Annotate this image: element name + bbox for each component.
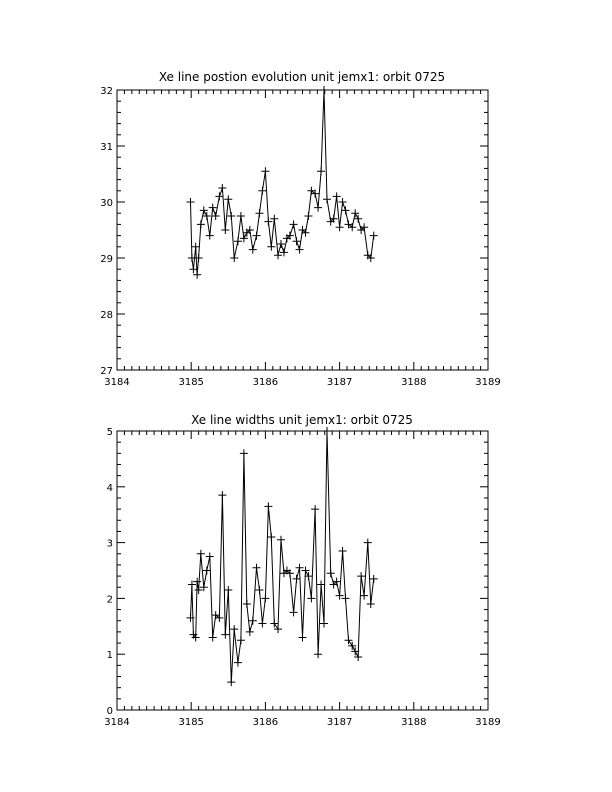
position-data-point — [261, 167, 269, 175]
position-data-point — [277, 240, 285, 248]
position-data-point — [317, 167, 325, 175]
widths-data-point — [320, 620, 328, 628]
widths-data-point — [364, 539, 372, 547]
x-tick-label: 3188 — [401, 717, 427, 728]
position-data-point — [209, 204, 217, 212]
position-data-point — [323, 195, 331, 203]
position-data-point — [314, 204, 322, 212]
position-plot — [100, 86, 500, 388]
widths-data-point — [224, 586, 232, 594]
x-tick-label: 3186 — [252, 717, 279, 728]
y-tick-label: 31 — [100, 142, 113, 153]
x-tick-label: 3185 — [178, 717, 204, 728]
widths-data-point — [237, 636, 245, 644]
widths-data-point — [357, 572, 365, 580]
position-data-point — [237, 212, 245, 220]
position-data-point — [193, 271, 201, 279]
position-data-point — [320, 86, 328, 94]
x-tick-label: 3187 — [326, 717, 353, 728]
widths-data-point — [246, 628, 254, 636]
widths-data-point — [261, 594, 269, 602]
x-tick-label: 3186 — [252, 377, 279, 388]
position-data-point — [339, 198, 347, 206]
x-tick-label: 3189 — [475, 717, 501, 728]
position-data-point — [336, 223, 344, 231]
widths-data-point — [327, 569, 335, 577]
widths-data-point — [323, 427, 331, 435]
widths-data-point — [317, 580, 325, 588]
widths-data-point — [311, 505, 319, 513]
position-data-point — [230, 254, 238, 262]
widths-data-point — [299, 633, 307, 641]
widths-data-point — [218, 491, 226, 499]
widths-data-point — [314, 650, 322, 658]
widths-data-point — [360, 592, 368, 600]
y-tick-label: 3 — [106, 538, 113, 550]
position-data-point — [290, 220, 298, 228]
widths-data-point — [290, 608, 298, 616]
widths-plot — [104, 427, 500, 728]
position-data-point — [227, 212, 235, 220]
position-data-point — [224, 195, 232, 203]
position-data-point — [221, 226, 229, 234]
position-series-line — [191, 90, 374, 275]
position-data-point — [255, 209, 263, 217]
position-data-point — [304, 212, 312, 220]
widths-data-point — [258, 620, 266, 628]
x-tick-label: 3184 — [104, 717, 130, 728]
widths-data-point — [227, 678, 235, 686]
y-tick-label: 2 — [106, 594, 113, 606]
widths-data-point — [197, 550, 205, 558]
position-data-point — [252, 232, 260, 240]
widths-data-point — [230, 625, 238, 633]
position-data-point — [258, 187, 266, 195]
widths-data-point — [203, 567, 211, 575]
widths-data-point — [307, 594, 315, 602]
widths-series-line — [191, 431, 374, 682]
position-data-point — [212, 212, 220, 220]
position-data-point — [267, 243, 275, 251]
widths-data-point — [274, 625, 282, 633]
position-data-point — [296, 246, 304, 254]
widths-data-point — [345, 636, 353, 644]
widths-data-point — [221, 631, 229, 639]
widths-data-point — [339, 547, 347, 555]
widths-data-point — [243, 600, 251, 608]
y-tick-label: 5 — [106, 427, 113, 438]
position-data-point — [215, 192, 223, 200]
y-tick-label: 0 — [106, 706, 113, 717]
position-data-point — [206, 232, 214, 240]
widths-data-point — [255, 586, 263, 594]
widths-data-point — [367, 600, 375, 608]
position-data-point — [333, 192, 341, 200]
y-tick-label: 29 — [100, 254, 113, 265]
widths-data-point — [270, 620, 278, 628]
widths-data-point — [277, 536, 285, 544]
position-data-point — [218, 184, 226, 192]
widths-data-point — [370, 575, 378, 583]
widths-data-point — [249, 617, 257, 625]
widths-data-point — [252, 564, 260, 572]
y-tick-label: 1 — [106, 650, 113, 662]
widths-data-point — [209, 633, 217, 641]
position-data-point — [197, 220, 205, 228]
x-tick-label: 3185 — [178, 377, 204, 388]
position-data-point — [370, 232, 378, 240]
widths-data-point — [267, 533, 275, 541]
y-tick-label: 32 — [100, 86, 113, 97]
widths-data-point — [234, 659, 242, 667]
widths-data-point — [264, 502, 272, 510]
position-data-point — [293, 237, 301, 245]
position-data-point — [186, 198, 194, 206]
y-tick-label: 27 — [100, 366, 113, 377]
x-tick-label: 3187 — [326, 377, 353, 388]
position-data-point — [342, 206, 350, 214]
x-tick-label: 3188 — [401, 377, 427, 388]
widths-data-point — [206, 553, 214, 561]
x-tick-label: 3189 — [475, 377, 501, 388]
y-tick-label: 28 — [100, 310, 113, 321]
chart-title-position: Xe line postion evolution unit jemx1: orbit 0725 — [158, 70, 446, 84]
y-tick-label: 30 — [100, 198, 113, 209]
y-tick-label: 4 — [106, 482, 113, 494]
chart-title-widths: Xe line widths unit jemx1: orbit 0725 — [191, 413, 413, 427]
x-tick-label: 3184 — [104, 377, 130, 388]
position-data-point — [249, 246, 257, 254]
position-data-point — [192, 243, 200, 251]
widths-data-point — [240, 449, 248, 457]
